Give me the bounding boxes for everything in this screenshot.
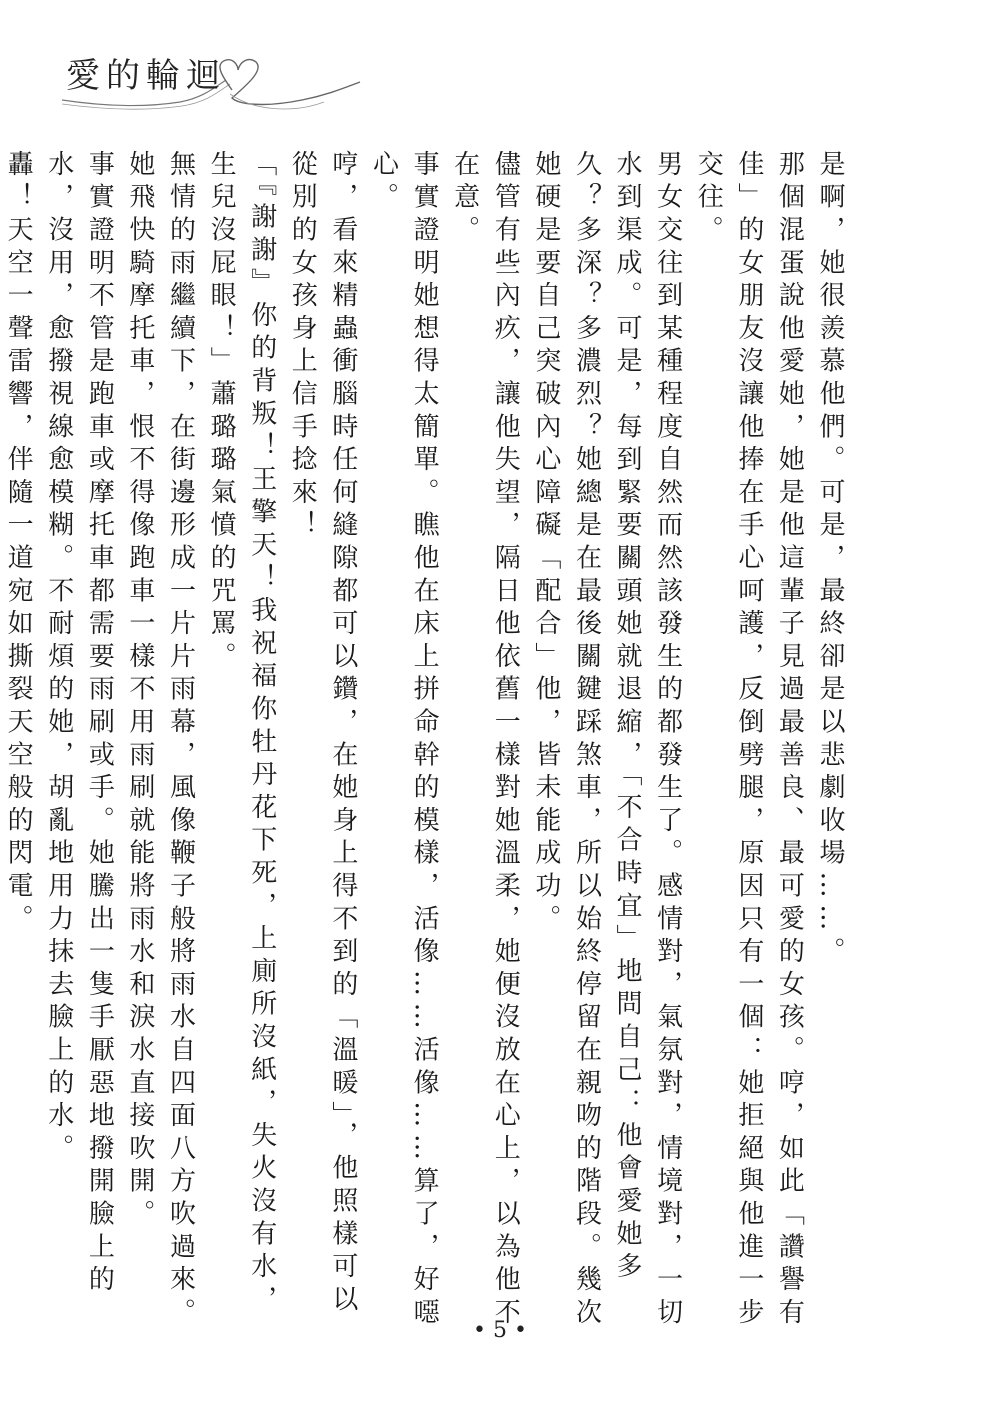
page-number: • 5 • bbox=[473, 1318, 527, 1343]
book-title: 愛的輪迴 bbox=[66, 56, 226, 96]
body-text bbox=[0, 150, 850, 1335]
running-header bbox=[62, 40, 362, 120]
paragraph: 那個混蛋說他愛她，她是他這輩子見過最善良、最可愛的女孩。哼，如此「讚譽有佳」的女朋友沒讓他捧在手心呵護，反倒劈腿，原因只有一個：她拒絕與他進一步交往。 bbox=[693, 150, 805, 1331]
paragraph: 事實證明不管是跑車或摩托車都需要雨刷或手。她騰出一隻手厭惡地撥開臉上的水，沒用，愈撥視線愈模糊。不耐煩的她，胡亂地用力抹去臉上的水。 bbox=[43, 150, 115, 1298]
paragraph: 無情的雨繼續下，在街邊形成一片片雨幕，風像鞭子般將雨水自四面八方吹過來。她飛快騎摩托車，恨不得像跑車一樣不用雨刷就能將雨水和淚水直接吹開。 bbox=[124, 150, 196, 1331]
paragraph: 事實證明她想得太簡單。瞧他在床上拼命幹的模樣，活像……活像……算了，好噁心。 bbox=[368, 150, 440, 1331]
paragraph: 哼，看來精蟲衝腦時任何縫隙都可以鑽，在她身上得不到的「溫暖」，他照樣可以從別的女孩身上信手捻來！ bbox=[287, 150, 358, 1318]
paragraph: 男女交往到某種程度自然而然該發生的都發生了。感情對，氣氛對，情境對，一切水到渠成。可是，每到緊要關頭她就退縮，「不合時宜」地問自己：他會愛她多久？多深？多濃烈？她總是在最後關鍵踩煞車，所以始終停留在親吻的階段。幾次她硬是要自己突破內心障礙「配合」他，皆未能成功。 bbox=[530, 150, 683, 1331]
paragraph: 儘管有些內疚，讓他失望，隔日他依舊一樣對她溫柔，她便沒放在心上，以為他不在意。 bbox=[449, 150, 521, 1331]
paragraph: 轟！天空一聲雷響，伴隨一道宛如撕裂天空般的閃電。 bbox=[3, 150, 34, 938]
paragraph: 「『謝謝』你的背叛！王擎天！我祝福你牡丹花下死，上廁所沒紙，失火沒有水，生兒沒屁眼！」蕭璐璐氣憤的咒罵。 bbox=[206, 150, 277, 1318]
paragraph: 是啊，她很羨慕他們。可是，最終卻是以悲劇收場……。 bbox=[815, 150, 845, 970]
